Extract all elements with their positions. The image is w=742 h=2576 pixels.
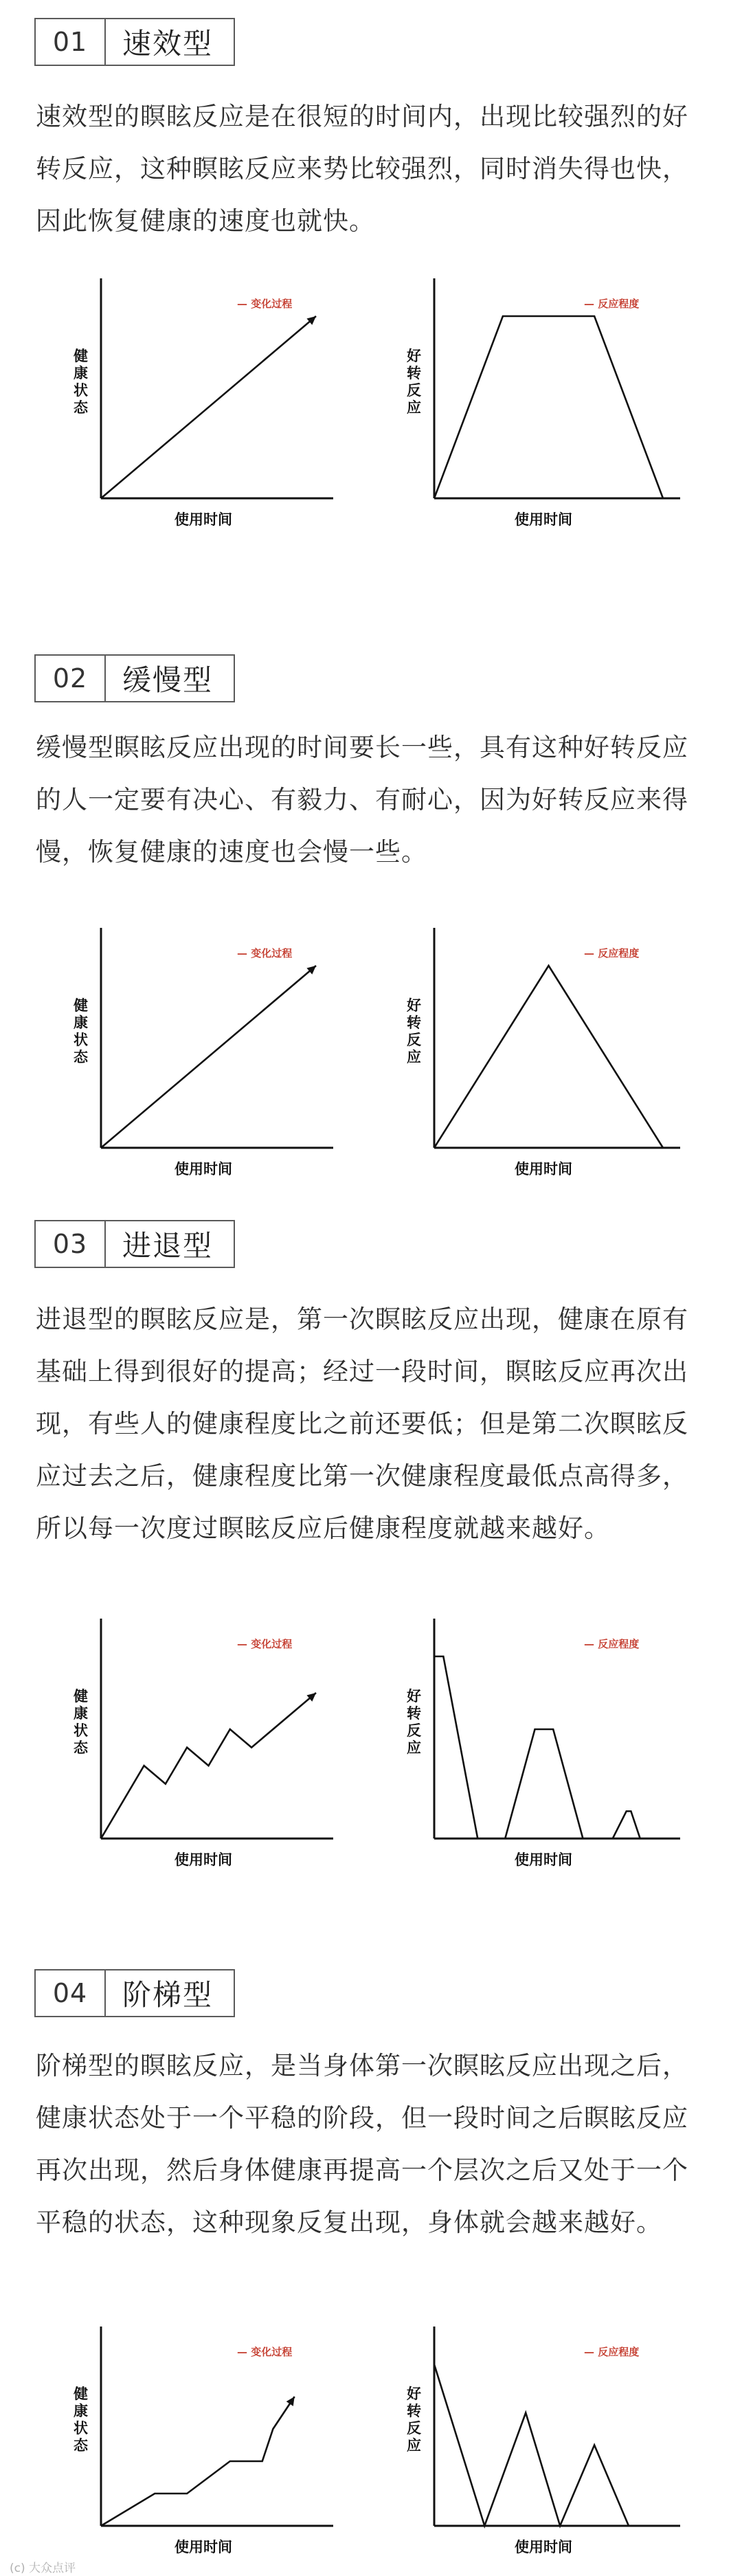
watermark: (c) 大众点评 bbox=[10, 2562, 76, 2575]
section-title: 阶梯型 bbox=[122, 1978, 214, 2012]
x-axis-label: 使用时间 bbox=[175, 1851, 232, 1868]
legend-entry: — 反应程度 bbox=[584, 298, 640, 310]
section-header-04 bbox=[34, 1969, 235, 2017]
chart-advance-retreat-reaction bbox=[398, 1612, 687, 1887]
chart-slow-health bbox=[65, 921, 340, 1196]
arrow-head bbox=[286, 2397, 295, 2406]
series-line bbox=[101, 966, 316, 1148]
series-line bbox=[101, 316, 316, 498]
y-axis-label: 好转反应 bbox=[407, 2385, 421, 2454]
y-axis-label: 好转反应 bbox=[407, 1687, 421, 1756]
series-line bbox=[434, 2364, 629, 2526]
x-axis-label: 使用时间 bbox=[515, 1160, 572, 1177]
legend-entry: — 变化过程 bbox=[237, 947, 293, 959]
legend-entry: — 变化过程 bbox=[237, 298, 293, 310]
section-title: 进退型 bbox=[122, 1229, 214, 1263]
section-paragraph: 缓慢型瞑眩反应出现的时间要长一些，具有这种好转反应的人一定要有决心、有毅力、有耐心，因为好转反应来得慢，恢复健康的速度也会慢一些。 bbox=[36, 733, 688, 867]
legend-entry: — 变化过程 bbox=[237, 2346, 293, 2358]
y-axis-label: 健康状态 bbox=[74, 2385, 88, 2454]
section-number: 01 bbox=[36, 19, 106, 65]
x-axis-label: 使用时间 bbox=[175, 511, 232, 528]
y-axis-label: 好转反应 bbox=[407, 997, 421, 1065]
x-axis-label: 使用时间 bbox=[515, 511, 572, 528]
section-header-01 bbox=[34, 18, 235, 66]
section-paragraph: 进退型的瞑眩反应是，第一次瞑眩反应出现，健康在原有基础上得到很好的提高；经过一段时间，瞑眩反应再次出现，有些人的健康程度比之前还要低；但是第二次瞑眩反应过去之后，健康程度比第一次健康程度最低点高得多，所以每一次度过瞑眩反应后健康程度就越来越好。 bbox=[36, 1304, 688, 1543]
y-axis-label: 好转反应 bbox=[407, 347, 421, 416]
series-line bbox=[101, 1693, 316, 1839]
legend-entry: — 反应程度 bbox=[584, 1638, 640, 1650]
y-axis-label: 健康状态 bbox=[74, 997, 88, 1065]
x-axis-label: 使用时间 bbox=[515, 2538, 572, 2555]
chart-step-reaction bbox=[398, 2320, 687, 2574]
section-number: 02 bbox=[36, 656, 106, 701]
section-paragraph: 速效型的瞑眩反应是在很短的时间内，出现比较强烈的好转反应，这种瞑眩反应来势比较强烈，同时消失得也快，因此恢复健康的速度也就快。 bbox=[36, 102, 688, 236]
section-number: 03 bbox=[36, 1221, 106, 1267]
chart-speed-reaction bbox=[398, 271, 687, 546]
series-line bbox=[434, 1656, 640, 1839]
section-header-03 bbox=[34, 1220, 235, 1268]
x-axis-label: 使用时间 bbox=[515, 1851, 572, 1868]
section-title: 速效型 bbox=[122, 27, 214, 60]
section-number: 04 bbox=[36, 1970, 106, 2016]
section-title: 缓慢型 bbox=[122, 663, 214, 697]
chart-step-health bbox=[65, 2320, 340, 2574]
legend-entry: — 变化过程 bbox=[237, 1638, 293, 1650]
chart-slow-reaction bbox=[398, 921, 687, 1196]
series-line bbox=[434, 966, 663, 1148]
x-axis-label: 使用时间 bbox=[175, 1160, 232, 1177]
y-axis-label: 健康状态 bbox=[74, 347, 88, 416]
chart-speed-health bbox=[65, 271, 340, 546]
legend-entry: — 反应程度 bbox=[584, 2346, 640, 2358]
series-line bbox=[434, 316, 663, 498]
legend-entry: — 反应程度 bbox=[584, 947, 640, 959]
chart-advance-retreat-health bbox=[65, 1612, 340, 1887]
section-paragraph: 阶梯型的瞑眩反应，是当身体第一次瞑眩反应出现之后，健康状态处于一个平稳的阶段，但一段时间之后瞑眩反应再次出现，然后身体健康再提高一个层次之后又处于一个平稳的状态，这种现象反复出现，身体就会越来越好。 bbox=[36, 2051, 688, 2237]
x-axis-label: 使用时间 bbox=[175, 2538, 232, 2555]
y-axis-label: 健康状态 bbox=[74, 1687, 88, 1756]
section-header-02 bbox=[34, 654, 235, 702]
series-line bbox=[101, 2397, 295, 2526]
